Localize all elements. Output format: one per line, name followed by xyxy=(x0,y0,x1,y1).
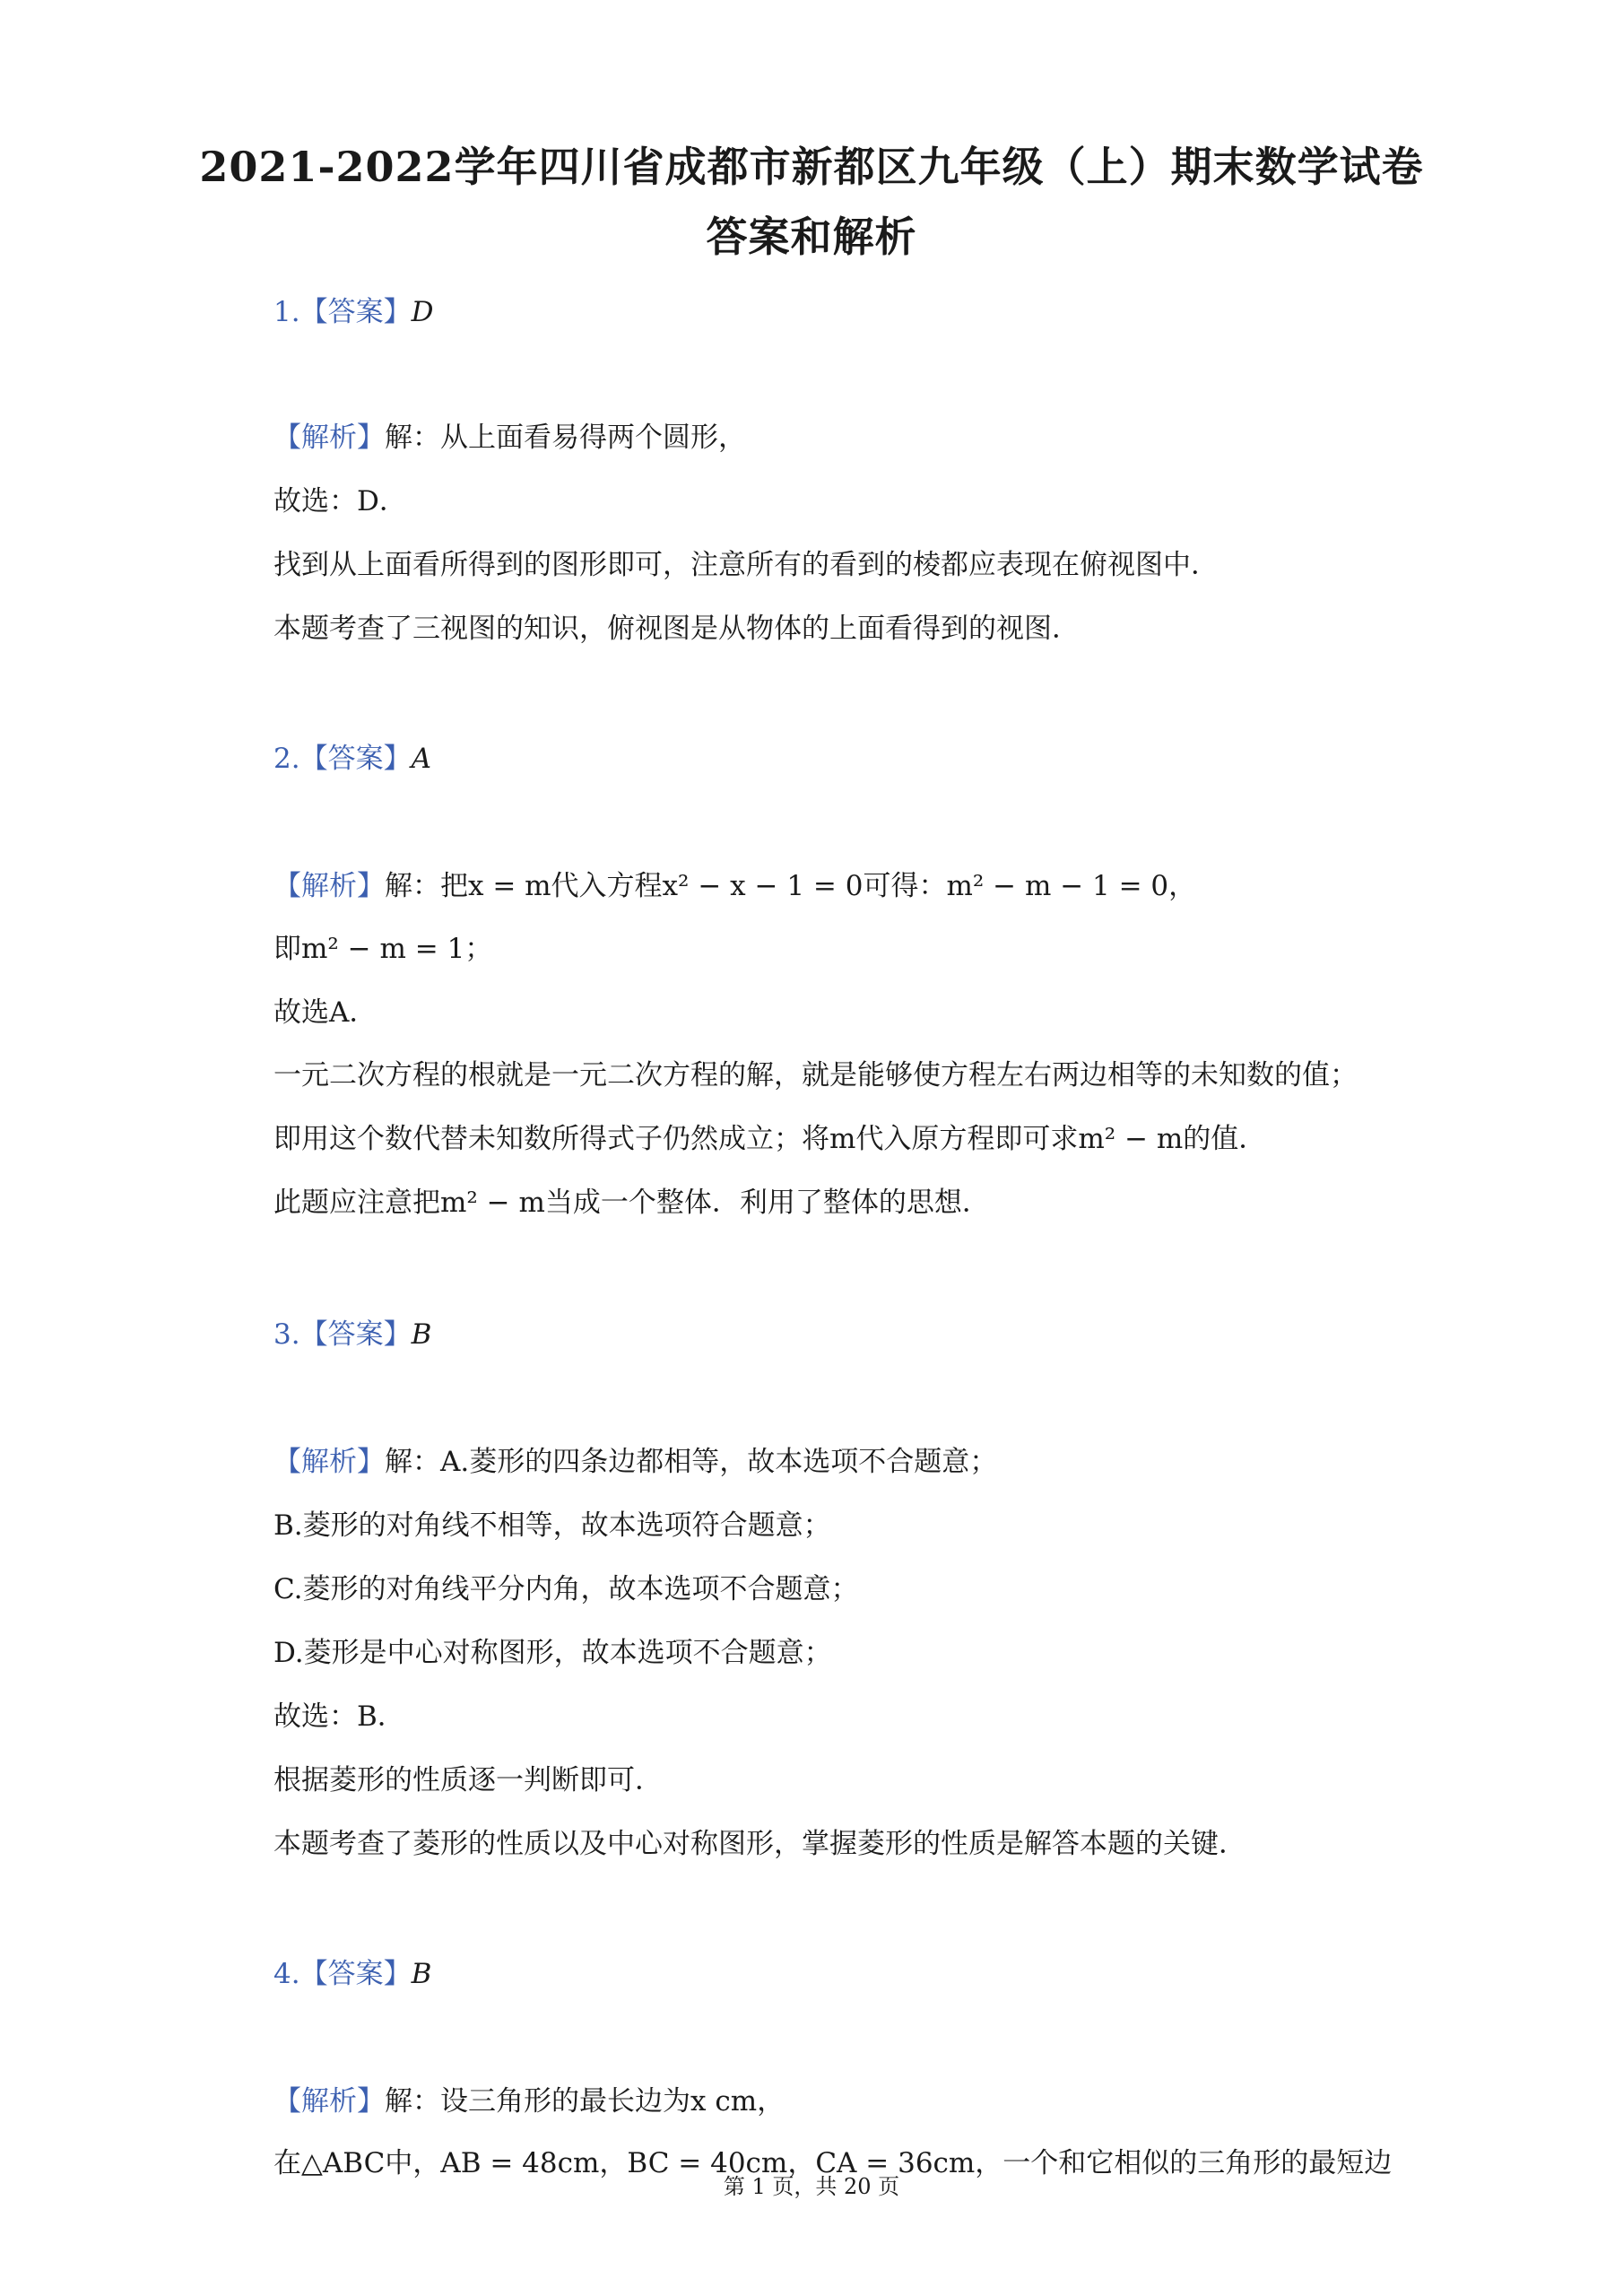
q4-answer xyxy=(273,1951,431,1991)
q3-line: 根据菱形的性质逐一判断即可． xyxy=(273,1764,663,1796)
analysis-tag: 【解析】 xyxy=(273,1446,385,1478)
title-line-2: 答案和解析 xyxy=(706,213,917,261)
q1-answer xyxy=(273,289,433,329)
answer-value: B xyxy=(411,1958,432,1990)
answer-tag: 2.【答案】 xyxy=(273,743,412,775)
q3-line: C.菱形的对角线平分内角，故本选项不合题意； xyxy=(273,1573,859,1605)
answer-tag: 1.【答案】 xyxy=(273,296,412,328)
analysis-text: 解：从上面看易得两个圆形， xyxy=(385,422,746,454)
analysis-tag: 【解析】 xyxy=(273,422,385,454)
answer-tag: 3.【答案】 xyxy=(273,1318,412,1351)
analysis-text: 解：设三角形的最长边为x cm， xyxy=(385,2085,785,2118)
q3-line: D.菱形是中心对称图形，故本选项不合题意； xyxy=(273,1637,832,1669)
analysis-text: 解：A.菱形的四条边都相等，故本选项不合题意； xyxy=(385,1446,998,1478)
q2-line: 即用这个数代替未知数所得式子仍然成立；将m代入原方程即可求m² − m的值． xyxy=(273,1123,1267,1155)
page-footer: 第 1 页，共 20 页 xyxy=(723,2174,900,2199)
title-line-1: 2021-2022学年四川省成都市新都区九年级（上）期末数学试卷 xyxy=(199,143,1424,191)
q3-answer xyxy=(273,1311,431,1352)
q2-answer xyxy=(273,735,431,776)
q4-analysis-line xyxy=(273,2078,785,2118)
q3-analysis-line xyxy=(273,1439,997,1479)
q1-line: 本题考查了三视图的知识，俯视图是从物体的上面看得到的视图． xyxy=(273,613,1080,645)
q2-line: 故选A． xyxy=(273,996,378,1029)
q1-line: 故选：D． xyxy=(273,485,407,517)
q3-line: B.菱形的对角线不相等，故本选项符合题意； xyxy=(273,1509,831,1542)
answer-value: D xyxy=(411,296,434,328)
q2-line: 此题应注意把m² − m当成一个整体．利用了整体的思想． xyxy=(273,1187,990,1219)
analysis-text: 解：把x = m代入方程x² − x − 1 = 0可得：m² − m − 1 = 0， xyxy=(385,870,1197,902)
q2-analysis-line xyxy=(273,863,1196,903)
answer-value: A xyxy=(411,743,431,775)
answer-value: B xyxy=(411,1318,432,1351)
q2-line: 即m² − m = 1； xyxy=(273,933,493,965)
answer-tag: 4.【答案】 xyxy=(273,1958,412,1990)
q3-line: 故选：B． xyxy=(273,1700,405,1733)
q2-line: 一元二次方程的根就是一元二次方程的解，就是能够使方程左右两边相等的未知数的值； xyxy=(273,1059,1358,1091)
analysis-tag: 【解析】 xyxy=(273,2085,385,2118)
q3-line: 本题考查了菱形的性质以及中心对称图形，掌握菱形的性质是解答本题的关键． xyxy=(273,1828,1246,1860)
q4-line: 在△ABC中，AB = 48cm，BC = 40cm，CA = 36cm，一个和它相似的三角形的最短边 xyxy=(273,2147,1393,2179)
analysis-tag: 【解析】 xyxy=(273,870,385,902)
q1-line: 找到从上面看所得到的图形即可，注意所有的看到的棱都应表现在俯视图中． xyxy=(273,549,1219,581)
q1-analysis-line xyxy=(273,414,746,455)
